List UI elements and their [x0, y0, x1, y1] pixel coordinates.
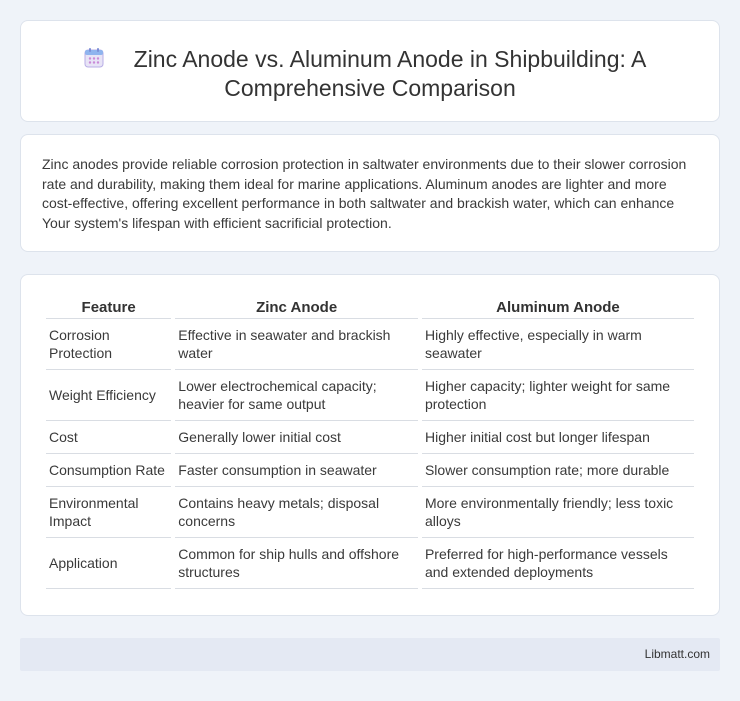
- table-row: [46, 487, 694, 538]
- zinc-cell: Common for ship hulls and offshore structures: [175, 538, 418, 589]
- page-title: [21, 45, 719, 103]
- aluminum-cell: Slower consumption rate; more durable: [422, 454, 694, 487]
- feature-cell: Application: [46, 538, 171, 589]
- zinc-cell: Faster consumption in seawater: [175, 454, 418, 487]
- aluminum-cell: Preferred for high-performance vessels and extended deployments: [422, 538, 694, 589]
- comparison-card: [20, 274, 720, 616]
- aluminum-cell: Highly effective, especially in warm seawater: [422, 319, 694, 370]
- intro-text: Zinc anodes provide reliable corrosion protection in saltwater environments due to their slower corrosion rate and durability, making them ideal for marine applications. Aluminum anodes are lighter and more cost-effective, offering excellent performance in both saltwater and brackish water, which can enhance Your system's lifespan with efficient sacrificial protection.: [42, 156, 687, 231]
- table-row: [46, 421, 694, 454]
- comparison-table: [42, 297, 698, 589]
- feature-cell: Weight Efficiency: [46, 370, 171, 421]
- header-aluminum: Aluminum Anode: [422, 297, 694, 319]
- table-row: [46, 370, 694, 421]
- table-row: [46, 454, 694, 487]
- title-card: [20, 20, 720, 122]
- header-feature: Feature: [46, 297, 171, 319]
- feature-cell: Corrosion Protection: [46, 319, 171, 370]
- zinc-cell: Effective in seawater and brackish water: [175, 319, 418, 370]
- aluminum-cell: Higher capacity; lighter weight for same protection: [422, 370, 694, 421]
- aluminum-cell: More environmentally friendly; less toxic alloys: [422, 487, 694, 538]
- feature-cell: Environmental Impact: [46, 487, 171, 538]
- zinc-cell: Contains heavy metals; disposal concerns: [175, 487, 418, 538]
- title-line-1: Zinc Anode vs. Aluminum Anode in Shipbuilding: A: [133, 46, 647, 72]
- feature-cell: Consumption Rate: [46, 454, 171, 487]
- zinc-cell: Generally lower initial cost: [175, 421, 418, 454]
- aluminum-cell: Higher initial cost but longer lifespan: [422, 421, 694, 454]
- table-header-row: [46, 297, 694, 319]
- intro-card: [20, 134, 720, 252]
- feature-cell: Cost: [46, 421, 171, 454]
- title-line-2: Comprehensive Comparison: [224, 75, 516, 101]
- zinc-cell: Lower electrochemical capacity; heavier for same output: [175, 370, 418, 421]
- table-row: [46, 538, 694, 589]
- footer-site-link[interactable]: Libmatt.com: [644, 647, 710, 661]
- table-row: [46, 319, 694, 370]
- header-zinc: Zinc Anode: [175, 297, 418, 319]
- footer-bar: [20, 638, 720, 671]
